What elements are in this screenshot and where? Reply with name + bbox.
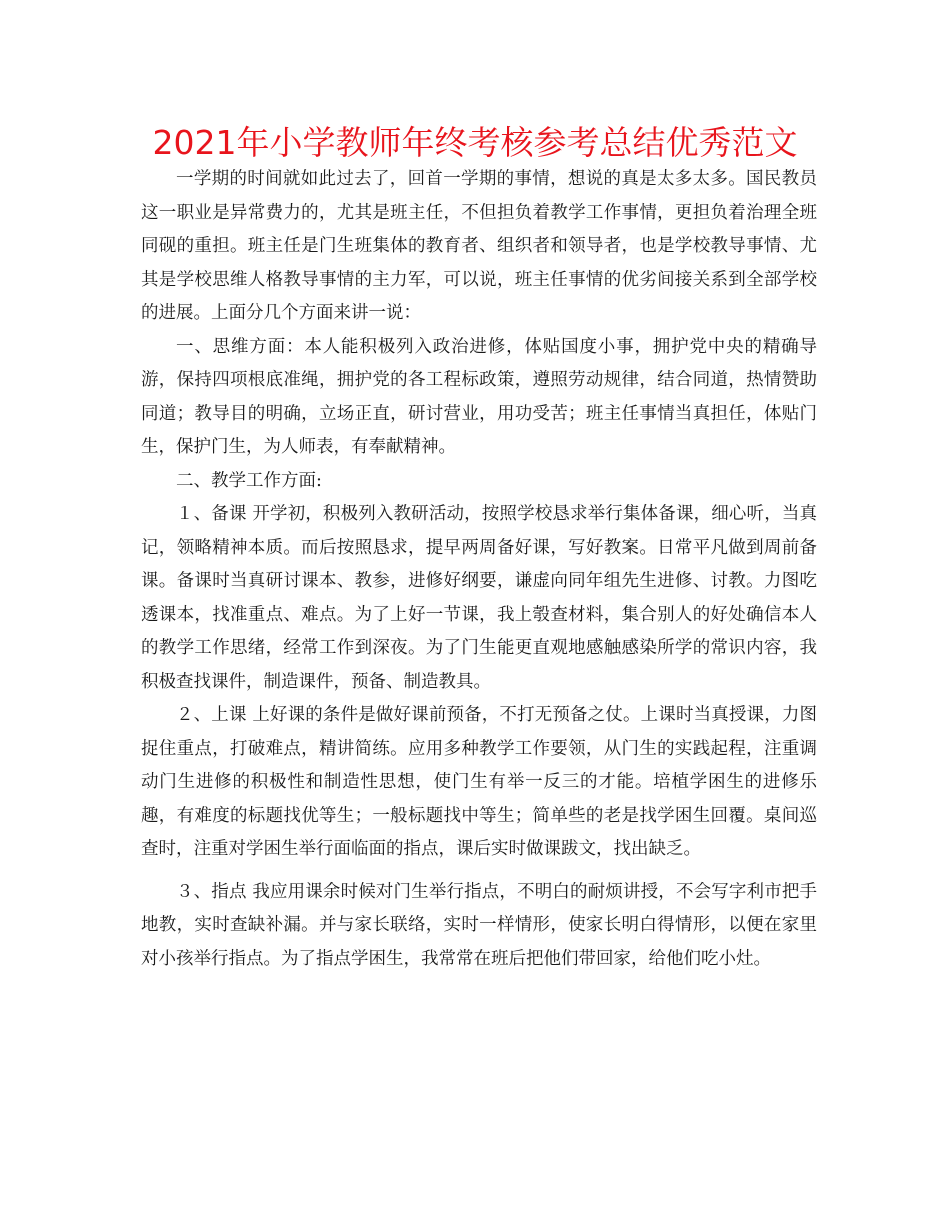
- paragraph-tutoring: ３、指点 我应用课余时候对门生举行指点，不明白的耐烦讲授，不会写字利市把手地教，实时查缺补漏。并与家长联络，实时一样情形，使家长明白得情形，以便在家里对小孩举行指点。为了指点学困生，我常常在班后把他们带回家，给他们吃小灶。: [141, 881, 817, 969]
- paragraph-teaching-heading: 二、教学工作方面:: [176, 470, 322, 491]
- document-body: [141, 163, 817, 976]
- paragraph-intro: 一学期的时间就如此过去了，回首一学期的事情，想说的真是太多太多。国民教员这一职业是异常费力的，尤其是班主任，不但担负着教学工作事情，更担负着治理全班同砚的重担。班主任是门生班集体的教育者、组织者和领导者，也是学校教导事情、尤其是学校思维人格教导事情的主力军，可以说，班主任事情的优劣间接关系到全部学校的进展。上面分几个方面来讲一说：: [141, 169, 817, 323]
- paragraph-lesson-prep: １、备课 开学初，积极列入教研活动，按照学校恳求举行集体备课，细心听，当真记，领略精神本质。而后按照恳求，提早两周备好课，写好教案。日常平凡做到周前备课。备课时当真研讨课本、教参，进修好纲要，谦虚向同年组先生进修、讨教。力图吃透课本，找准重点、难点。为了上好一节课，我上彀查材料，集合别人的好处确信本人的教学工作思绪，经常工作到深夜。为了门生能更直观地感触感染所学的常识内容，我积极查找课件，制造课件，预备、制造教具。: [141, 504, 817, 692]
- paragraph-class: ２、上课 上好课的条件是做好课前预备，不打无预备之仗。上课时当真授课，力图捉住重点，打破难点，精讲简练。应用多种教学工作要领，从门生的实践起程，注重调动门生进修的积极性和制造性思想，使门生有举一反三的才能。培植学困生的进修乐趣，有难度的标题找优等生；一般标题找中等生；简单些的老是找学困生回覆。桌间巡查时，注重对学困生举行面临面的指点，课后实时做课跋文，找出缺乏。: [141, 705, 817, 859]
- document-title: 2021年小学教师年终考核参考总结优秀范文: [152, 123, 798, 162]
- paragraph-thinking: 一、思维方面：本人能积极列入政治进修，体贴国度小事，拥护党中央的精确导游，保持四项根底准绳，拥护党的各工程标政策，遵照劳动规律，结合同道，热情赞助同道；教导目的明确，立场正直，研讨营业，用功受苦；班主任事情当真担任，体贴门生，保护门生，为人师表，有奉献精神。: [141, 336, 817, 457]
